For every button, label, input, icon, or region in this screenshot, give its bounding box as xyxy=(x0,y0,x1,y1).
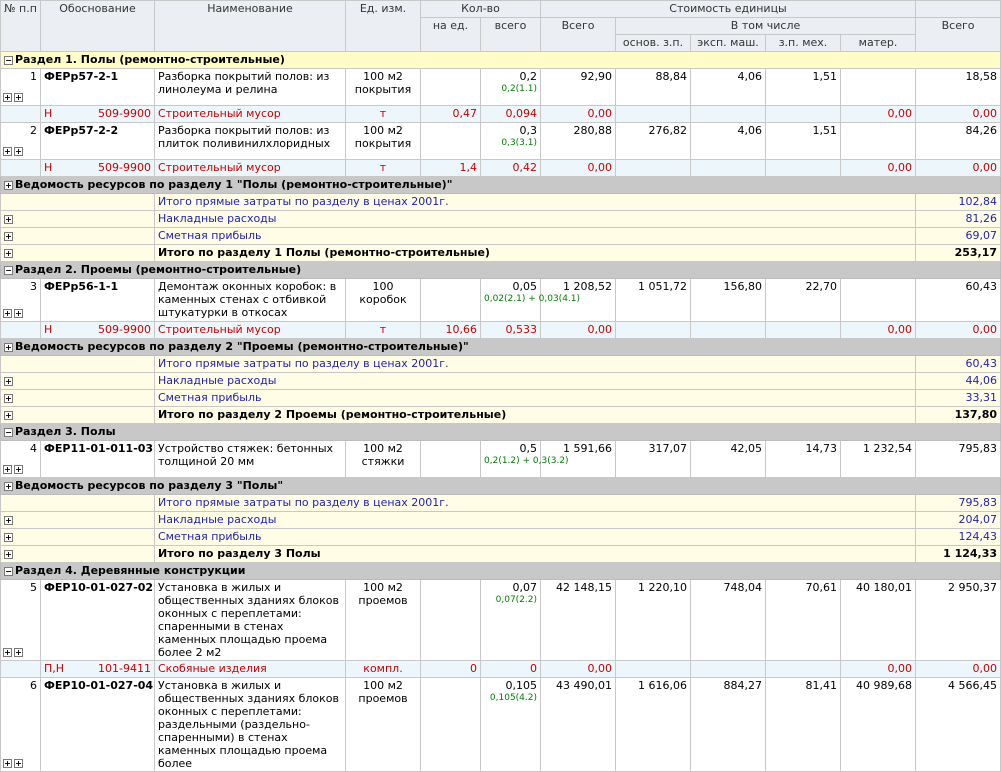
item-mech-salary: 1,51 xyxy=(766,69,841,106)
item-name: Разборка покрытий полов: из плиток поливинилхлоридных xyxy=(155,123,346,160)
cell xyxy=(616,106,691,123)
section-title: Раздел 3. Полы xyxy=(15,425,116,438)
material-name: Строительный мусор xyxy=(155,160,346,177)
item-code[interactable]: ФЕР11-01-011-03 xyxy=(41,441,155,478)
item-materials: 40 180,01 xyxy=(841,580,916,661)
summary-direct-toggle[interactable] xyxy=(1,356,155,373)
item-qty-value: 0,5 xyxy=(519,442,538,455)
material-unit-total: 0,00 xyxy=(541,106,616,123)
item-row[interactable] xyxy=(1,678,1001,772)
expand-icon[interactable]: + xyxy=(15,146,22,156)
material-kind: Н xyxy=(44,161,53,174)
material-kind: П,Н xyxy=(44,662,65,675)
summary-profit-value: 33,31 xyxy=(916,390,1001,407)
material-code: 509-9900 xyxy=(98,161,151,174)
material-unit: т xyxy=(346,322,421,339)
summary-total-label: Итого по разделу 1 Полы (ремонтно-строительные) xyxy=(155,245,916,262)
item-num-text: 4 xyxy=(30,442,37,455)
item-qty-per xyxy=(421,69,481,106)
summary-profit-label: Сметная прибыль xyxy=(155,390,916,407)
material-kind: Н xyxy=(44,107,53,120)
cell xyxy=(616,661,691,678)
col-num-header[interactable]: № п.п xyxy=(1,1,41,52)
section-header[interactable] xyxy=(1,563,1001,580)
expand-icon[interactable]: + xyxy=(5,410,12,420)
item-qty xyxy=(481,580,541,661)
col-cost-total-header[interactable]: Всего xyxy=(541,18,616,52)
summary-direct-label: Итого прямые затраты по разделу в ценах 2001г. xyxy=(155,356,916,373)
expand-icon[interactable]: + xyxy=(5,532,12,542)
col-salary-header[interactable]: основ. з.п. xyxy=(616,35,691,52)
summary-total-label: Итого по разделу 2 Проемы (ремонтно-строительные) xyxy=(155,407,916,424)
col-name-header[interactable]: Наименование xyxy=(155,1,346,52)
item-num-text: 1 xyxy=(30,70,37,83)
resources-header[interactable] xyxy=(1,339,1001,356)
item-num xyxy=(1,580,41,661)
item-salary: 317,07 xyxy=(616,441,691,478)
summary-overhead-label: Накладные расходы xyxy=(155,211,916,228)
collapse-icon[interactable]: − xyxy=(5,427,12,437)
col-qty-per-header[interactable]: на ед. xyxy=(421,18,481,52)
expand-icon[interactable]: + xyxy=(5,342,12,352)
item-mech-salary: 70,61 xyxy=(766,580,841,661)
cell xyxy=(1,160,41,177)
item-unit: 100 коробок xyxy=(346,279,421,322)
cell xyxy=(691,106,766,123)
item-qty-per xyxy=(421,678,481,772)
summary-total-value: 137,80 xyxy=(916,407,1001,424)
item-unit-total: 280,88 xyxy=(541,123,616,160)
material-sum: 0,00 xyxy=(916,106,1001,123)
item-row[interactable] xyxy=(1,69,1001,106)
item-row[interactable] xyxy=(1,580,1001,661)
summary-direct-value: 60,43 xyxy=(916,356,1001,373)
cell xyxy=(1,661,41,678)
summary-total-value: 253,17 xyxy=(916,245,1001,262)
item-salary: 1 051,72 xyxy=(616,279,691,322)
material-row[interactable] xyxy=(1,661,1001,678)
item-qty xyxy=(481,279,581,322)
item-unit-total: 1 591,66 xyxy=(541,441,616,478)
item-sum: 795,83 xyxy=(916,441,1001,478)
material-row[interactable] xyxy=(1,322,1001,339)
item-name: Устройство стяжек: бетонных толщиной 20 мм xyxy=(155,441,346,478)
summary-direct-label: Итого прямые затраты по разделу в ценах 2001г. xyxy=(155,495,916,512)
expand-icon[interactable]: + xyxy=(5,214,12,224)
material-unit-total: 0,00 xyxy=(541,322,616,339)
item-salary: 276,82 xyxy=(616,123,691,160)
material-row[interactable] xyxy=(1,106,1001,123)
col-unit-cost-header[interactable]: Стоимость единицы xyxy=(541,1,916,18)
expand-icon[interactable]: + xyxy=(15,92,22,102)
item-mech-salary: 1,51 xyxy=(766,123,841,160)
material-basis xyxy=(41,160,155,177)
item-salary: 1 220,10 xyxy=(616,580,691,661)
summary-total-toggle[interactable] xyxy=(1,407,155,424)
item-qty-per xyxy=(421,441,481,478)
item-num xyxy=(1,69,41,106)
cell xyxy=(616,322,691,339)
material-materials: 0,00 xyxy=(841,322,916,339)
item-qty-value: 0,2 xyxy=(519,70,538,83)
item-sum: 18,58 xyxy=(916,69,1001,106)
material-qty-per: 0 xyxy=(421,661,481,678)
col-qty-total-header[interactable]: всего xyxy=(481,18,541,52)
item-machines: 884,27 xyxy=(691,678,766,772)
item-row[interactable] xyxy=(1,123,1001,160)
item-num-text: 5 xyxy=(30,581,37,594)
material-qty: 0 xyxy=(481,661,541,678)
item-materials: 1 232,54 xyxy=(841,441,916,478)
item-qty-value: 0,07 xyxy=(512,581,538,594)
material-unit-total: 0,00 xyxy=(541,661,616,678)
summary-profit-toggle[interactable] xyxy=(1,390,155,407)
item-qty-value: 0,05 xyxy=(512,280,538,293)
material-materials: 0,00 xyxy=(841,160,916,177)
item-qty-per xyxy=(421,123,481,160)
item-unit: 100 м2 покрытия xyxy=(346,69,421,106)
item-unit-total: 42 148,15 xyxy=(541,580,616,661)
item-row[interactable] xyxy=(1,279,1001,322)
collapse-icon[interactable]: − xyxy=(5,566,12,576)
expand-icon[interactable]: + xyxy=(5,231,12,241)
item-qty xyxy=(481,123,541,160)
item-mech-salary: 14,73 xyxy=(766,441,841,478)
item-machines: 4,06 xyxy=(691,69,766,106)
item-num-text: 6 xyxy=(30,679,37,692)
material-basis xyxy=(41,322,155,339)
material-basis xyxy=(41,106,155,123)
summary-overhead-label: Накладные расходы xyxy=(155,373,916,390)
summary-overhead-toggle[interactable] xyxy=(1,373,155,390)
item-code[interactable]: ФЕРр56-1-1 xyxy=(41,279,155,322)
item-qty-formula: 0,02(2.1) + 0,03(4.1) xyxy=(484,294,581,304)
col-qty-header[interactable]: Кол-во xyxy=(421,1,541,18)
item-qty-value: 0,105 xyxy=(505,679,538,692)
expand-icon[interactable]: + xyxy=(5,393,12,403)
item-qty-formula: 0,2(1.2) + 0,3(3.2) xyxy=(484,456,569,466)
col-mech-salary-header[interactable]: з.п. мех. xyxy=(766,35,841,52)
expand-icon[interactable]: + xyxy=(4,464,11,474)
collapse-icon[interactable]: − xyxy=(5,265,12,275)
item-materials xyxy=(841,123,916,160)
resources-title: Ведомость ресурсов по разделу 2 "Проемы (ремонтно-строительные)" xyxy=(15,340,469,353)
summary-total-toggle[interactable] xyxy=(1,546,155,563)
material-qty-per: 1,4 xyxy=(421,160,481,177)
summary-overhead-label: Накладные расходы xyxy=(155,512,916,529)
item-name: Разборка покрытий полов: из линолеума и релина xyxy=(155,69,346,106)
item-salary: 1 616,06 xyxy=(616,678,691,772)
summary-overhead-toggle[interactable] xyxy=(1,211,155,228)
item-code[interactable]: ФЕР10-01-027-02 xyxy=(41,580,155,661)
item-num-text: 2 xyxy=(30,124,37,137)
material-qty: 0,42 xyxy=(481,160,541,177)
cell xyxy=(766,661,841,678)
item-sum: 2 950,37 xyxy=(916,580,1001,661)
material-basis xyxy=(41,661,155,678)
summary-profit-value: 124,43 xyxy=(916,529,1001,546)
item-num xyxy=(1,279,41,322)
expand-icon[interactable]: + xyxy=(5,376,12,386)
item-materials xyxy=(841,279,916,322)
item-name: Установка в жилых и общественных зданиях блоков оконных с переплетами: раздельными (раздельно-спаренными) в стенах каменных площадью проема более xyxy=(155,678,346,772)
expand-icon[interactable]: + xyxy=(5,549,12,559)
collapse-icon[interactable]: − xyxy=(5,55,12,65)
item-unit-total: 92,90 xyxy=(541,69,616,106)
item-qty xyxy=(481,441,569,478)
material-materials: 0,00 xyxy=(841,661,916,678)
item-materials: 40 989,68 xyxy=(841,678,916,772)
col-unit-header[interactable]: Ед. изм. xyxy=(346,1,421,52)
col-materials-header[interactable]: матер. xyxy=(841,35,916,52)
summary-direct-value: 102,84 xyxy=(916,194,1001,211)
material-name: Скобяные изделия xyxy=(155,661,346,678)
cell xyxy=(766,160,841,177)
section-header[interactable] xyxy=(1,52,1001,69)
expand-icon[interactable]: + xyxy=(4,758,11,768)
material-row[interactable] xyxy=(1,160,1001,177)
expand-icon[interactable]: + xyxy=(4,647,11,657)
item-qty-per xyxy=(421,580,481,661)
item-unit: 100 м2 стяжки xyxy=(346,441,421,478)
cell xyxy=(691,322,766,339)
resources-header[interactable] xyxy=(1,177,1001,194)
expand-icon[interactable]: + xyxy=(5,481,12,491)
expand-icon[interactable]: + xyxy=(4,92,11,102)
item-unit-total: 1 208,52 xyxy=(541,279,616,322)
cell xyxy=(691,160,766,177)
expand-icon[interactable]: + xyxy=(15,647,22,657)
summary-direct-label: Итого прямые затраты по разделу в ценах 2001г. xyxy=(155,194,916,211)
item-qty-formula: 0,105(4.2) xyxy=(489,693,538,703)
summary-total-value: 1 124,33 xyxy=(916,546,1001,563)
item-sum: 84,26 xyxy=(916,123,1001,160)
col-incl-header[interactable]: В том числе xyxy=(616,18,916,35)
material-unit-total: 0,00 xyxy=(541,160,616,177)
cell xyxy=(1,322,41,339)
item-machines: 748,04 xyxy=(691,580,766,661)
summary-direct-value: 795,83 xyxy=(916,495,1001,512)
material-sum: 0,00 xyxy=(916,322,1001,339)
summary-overhead-value: 44,06 xyxy=(916,373,1001,390)
material-qty-per: 10,66 xyxy=(421,322,481,339)
expand-icon[interactable]: + xyxy=(5,248,12,258)
item-mech-salary: 22,70 xyxy=(766,279,841,322)
item-salary: 88,84 xyxy=(616,69,691,106)
summary-profit-label: Сметная прибыль xyxy=(155,228,916,245)
expand-icon[interactable]: + xyxy=(15,464,22,474)
material-qty: 0,533 xyxy=(481,322,541,339)
item-qty-per xyxy=(421,279,481,322)
item-mech-salary: 81,41 xyxy=(766,678,841,772)
item-qty-formula: 0,3(3.1) xyxy=(501,138,538,148)
item-qty xyxy=(481,69,541,106)
section-title: Раздел 1. Полы (ремонтно-строительные) xyxy=(15,53,285,66)
expand-icon[interactable]: + xyxy=(15,758,22,768)
material-sum: 0,00 xyxy=(916,661,1001,678)
material-materials: 0,00 xyxy=(841,106,916,123)
material-code: 509-9900 xyxy=(98,107,151,120)
item-machines: 4,06 xyxy=(691,123,766,160)
item-num-text: 3 xyxy=(30,280,37,293)
summary-profit-toggle[interactable] xyxy=(1,529,155,546)
expand-icon[interactable]: + xyxy=(4,308,11,318)
material-qty: 0,094 xyxy=(481,106,541,123)
item-code[interactable]: ФЕРр57-2-2 xyxy=(41,123,155,160)
col-grand-total-header[interactable]: Всего xyxy=(916,18,1001,52)
item-code[interactable]: ФЕРр57-2-1 xyxy=(41,69,155,106)
resources-header[interactable] xyxy=(1,478,1001,495)
material-unit: т xyxy=(346,160,421,177)
item-sum: 60,43 xyxy=(916,279,1001,322)
section-header[interactable] xyxy=(1,262,1001,279)
section-title: Раздел 4. Деревянные конструкции xyxy=(15,564,246,577)
section-title: Раздел 2. Проемы (ремонтно-строительные) xyxy=(15,263,302,276)
material-unit: т xyxy=(346,106,421,123)
col-machines-header[interactable]: эксп. маш. xyxy=(691,35,766,52)
expand-icon[interactable]: + xyxy=(15,308,22,318)
cell xyxy=(766,106,841,123)
item-row[interactable] xyxy=(1,441,1001,478)
item-qty xyxy=(481,678,541,772)
expand-icon[interactable]: + xyxy=(4,146,11,156)
summary-overhead-value: 81,26 xyxy=(916,211,1001,228)
cell xyxy=(766,322,841,339)
material-unit: компл. xyxy=(346,661,421,678)
col-basis-header[interactable]: Обоснование xyxy=(41,1,155,52)
expand-icon[interactable]: + xyxy=(5,180,12,190)
item-unit: 100 м2 проемов xyxy=(346,678,421,772)
expand-icon[interactable]: + xyxy=(5,515,12,525)
item-unit: 100 м2 проемов xyxy=(346,580,421,661)
material-name: Строительный мусор xyxy=(155,106,346,123)
summary-total-toggle[interactable] xyxy=(1,245,155,262)
cell xyxy=(616,160,691,177)
material-name: Строительный мусор xyxy=(155,322,346,339)
item-qty-formula: 0,2(1.1) xyxy=(501,84,538,94)
item-qty-formula: 0,07(2.2) xyxy=(495,595,538,605)
material-qty-per: 0,47 xyxy=(421,106,481,123)
item-materials xyxy=(841,69,916,106)
material-code: 509-9900 xyxy=(98,323,151,336)
cell xyxy=(1,106,41,123)
material-code: 101-9411 xyxy=(98,662,151,675)
item-num xyxy=(1,678,41,772)
item-qty-value: 0,3 xyxy=(519,124,538,137)
item-unit: 100 м2 покрытия xyxy=(346,123,421,160)
item-sum: 4 566,45 xyxy=(916,678,1001,772)
item-name: Демонтаж оконных коробок: в каменных стенах с отбивкой штукатурки в откосах xyxy=(155,279,346,322)
resources-title: Ведомость ресурсов по разделу 1 "Полы (ремонтно-строительные)" xyxy=(15,178,453,191)
summary-profit-toggle[interactable] xyxy=(1,228,155,245)
col-grand-total-header-top xyxy=(916,1,1001,18)
item-code[interactable]: ФЕР10-01-027-04 xyxy=(41,678,155,772)
summary-direct-toggle[interactable] xyxy=(1,495,155,512)
item-unit-total: 43 490,01 xyxy=(541,678,616,772)
item-machines: 42,05 xyxy=(691,441,766,478)
summary-overhead-toggle[interactable] xyxy=(1,512,155,529)
material-sum: 0,00 xyxy=(916,160,1001,177)
item-machines: 156,80 xyxy=(691,279,766,322)
item-num xyxy=(1,123,41,160)
summary-overhead-value: 204,07 xyxy=(916,512,1001,529)
item-name: Установка в жилых и общественных зданиях блоков оконных с переплетами: спаренными в стенах каменных площадью проема более 2 м2 xyxy=(155,580,346,661)
resources-title: Ведомость ресурсов по разделу 3 "Полы" xyxy=(15,479,284,492)
material-kind: Н xyxy=(44,323,53,336)
section-header[interactable] xyxy=(1,424,1001,441)
summary-direct-toggle[interactable] xyxy=(1,194,155,211)
summary-profit-value: 69,07 xyxy=(916,228,1001,245)
summary-profit-label: Сметная прибыль xyxy=(155,529,916,546)
item-num xyxy=(1,441,41,478)
summary-total-label: Итого по разделу 3 Полы xyxy=(155,546,916,563)
cell xyxy=(691,661,766,678)
